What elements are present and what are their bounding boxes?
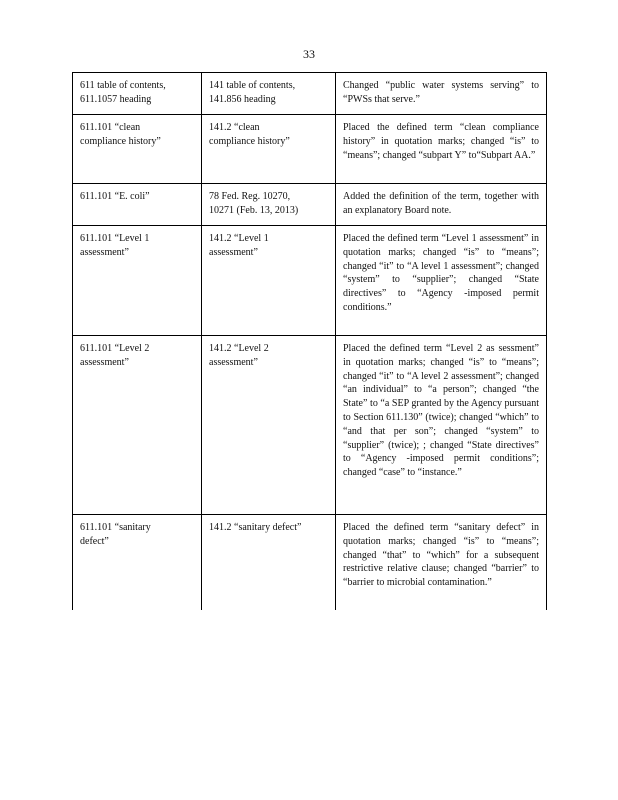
illinois-section-cell <box>73 115 202 184</box>
change-description-text: Placed the defined term “Level 1 assessment” in quotation marks; changed “is” to “means”; changed “it” to “A level 1 assessment”; changed “system” to “supplier”; changed “State directives” to “Agency -imposed permit conditions.” <box>343 233 539 313</box>
illinois-section-text: 611.101 “Level 1 assessment” <box>80 233 150 258</box>
change-description-cell <box>336 226 547 336</box>
federal-source-text: 141.2 “sanitary defect” <box>209 522 302 533</box>
federal-source-cell <box>202 73 336 115</box>
illinois-section-cell <box>73 73 202 115</box>
federal-source-cell <box>202 184 336 226</box>
illinois-section-text: 611 table of contents, 611.1057 heading <box>80 80 166 105</box>
table-row <box>73 226 547 336</box>
change-description-text: Placed the defined term “Level 2 as sessment” in quotation marks; changed “is” to “means”; changed “it” to “A level 2 assessment”; changed “an individual” to “a person”; changed “the State” to “a SEP granted by the Agency pursuant to Section 611.130” (twice); changed “which” to “and that per son”; changed “system” to “supplier” (twice); ; changed “State directives” to “Agency -imposed permit conditions”; changed “case” to “instance.” <box>343 343 539 479</box>
federal-source-cell <box>202 226 336 336</box>
change-description-text: Placed the defined term “sanitary defect” in quotation marks; changed “is” to “means”; changed “that” to “which” for a subsequent restrictive relative clause; changed “barrier” to “barrier to microbial contamination.” <box>343 522 539 589</box>
change-description-cell <box>336 184 547 226</box>
illinois-section-text: 611.101 “clean compliance history” <box>80 122 161 147</box>
revisions-table <box>72 72 547 610</box>
federal-source-text: 141.2 “Level 1 assessment” <box>209 233 269 258</box>
federal-source-text: 78 Fed. Reg. 10270, 10271 (Feb. 13, 2013) <box>209 191 299 216</box>
change-description-cell <box>336 515 547 611</box>
federal-source-text: 141.2 “clean compliance history” <box>209 122 290 147</box>
illinois-section-text: 611.101 “sanitary defect” <box>80 522 151 547</box>
table-row <box>73 336 547 515</box>
change-description-cell <box>336 115 547 184</box>
change-description-cell <box>336 336 547 515</box>
illinois-section-cell <box>73 515 202 611</box>
federal-source-cell <box>202 336 336 515</box>
illinois-section-cell <box>73 184 202 226</box>
federal-source-cell <box>202 515 336 611</box>
illinois-section-text: 611.101 “Level 2 assessment” <box>80 343 150 368</box>
table-row <box>73 515 547 611</box>
table-row <box>73 184 547 226</box>
illinois-section-cell <box>73 336 202 515</box>
change-description-text: Added the definition of the term, together with an explanatory Board note. <box>343 191 539 216</box>
change-description-text: Placed the defined term “clean compliance history” in quotation marks; changed “is” to “means”; changed “subpart Y” to“Subpart AA.” <box>343 122 539 161</box>
illinois-section-text: 611.101 “E. coli” <box>80 191 150 202</box>
federal-source-text: 141 table of contents, 141.856 heading <box>209 80 296 105</box>
change-description-text: Changed “public water systems serving” to “PWSs that serve.” <box>343 80 539 105</box>
table-row <box>73 115 547 184</box>
page-number: 33 <box>303 47 315 61</box>
change-description-cell <box>336 73 547 115</box>
federal-source-text: 141.2 “Level 2 assessment” <box>209 343 269 368</box>
illinois-section-cell <box>73 226 202 336</box>
federal-source-cell <box>202 115 336 184</box>
table-row <box>73 73 547 115</box>
